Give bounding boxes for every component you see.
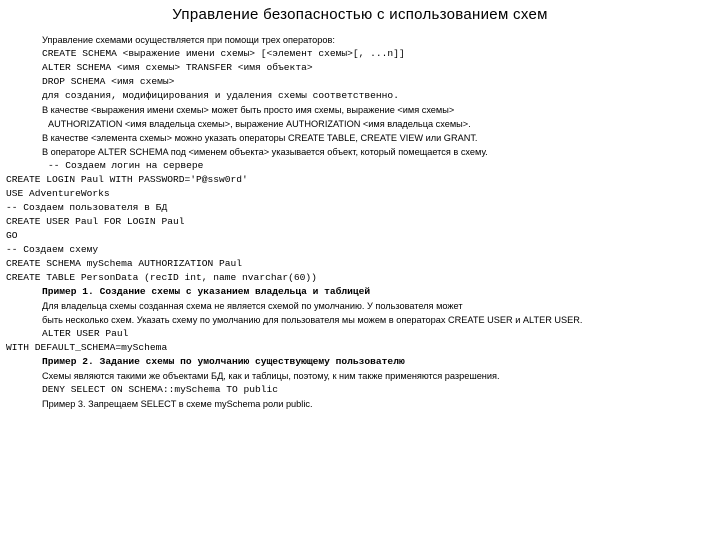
code-line: для создания, модифицирования и удаления схемы соответственно. bbox=[42, 90, 399, 101]
example-caption: Пример 2. Задание схемы по умолчанию существующему пользователю bbox=[42, 356, 405, 367]
code-line: USE AdventureWorks bbox=[6, 188, 110, 199]
code-line: ALTER SCHEMA <имя схемы> TRANSFER <имя объекта> bbox=[42, 62, 313, 73]
text-line: В качестве <выражения имени схемы> может быть просто имя схемы, выражение <имя схемы> bbox=[42, 105, 455, 115]
code-line: DROP SCHEMA <имя схемы> bbox=[42, 76, 175, 87]
text-line: В качестве <элемента схемы> можно указать операторы CREATE TABLE, CREATE VIEW или GRANT. bbox=[42, 133, 478, 143]
text-line: AUTHORIZATION <имя владельца схемы>, выражение AUTHORIZATION <имя владельца схемы>. bbox=[48, 119, 471, 129]
code-comment-line: -- Создаем пользователя в БД bbox=[6, 202, 168, 213]
text-line: Для владельца схемы созданная схема не является схемой по умолчанию. У пользователя может bbox=[42, 301, 463, 311]
code-line: CREATE LOGIN Paul WITH PASSWORD='P@ssw0rd' bbox=[6, 174, 248, 185]
code-line: CREATE TABLE PersonData (recID int, name nvarchar(60)) bbox=[6, 272, 317, 283]
text-line: Схемы являются такими же объектами БД, как и таблицы, поэтому, к ним также применяются разрешения. bbox=[42, 371, 500, 381]
text-line: Управление схемами осуществляется при помощи трех операторов: bbox=[42, 35, 335, 45]
example-caption: Пример 1. Создание схемы с указанием владельца и таблицей bbox=[42, 286, 371, 297]
text-line: Пример 3. Запрещаем SELECT в схеме mySchema роли public. bbox=[42, 399, 313, 409]
code-line: GO bbox=[6, 230, 18, 241]
slide-title: Управление безопасностью с использованием схем bbox=[172, 6, 548, 23]
code-line: WITH DEFAULT_SCHEMA=mySchema bbox=[6, 342, 168, 353]
text-line: быть несколько схем. Указать схему по умолчанию для пользователя мы можем в операторах CREATE USER и ALTER USER. bbox=[42, 315, 583, 325]
code-comment-line: -- Создаем логин на сервере bbox=[48, 160, 204, 171]
code-line: ALTER USER Paul bbox=[42, 328, 129, 339]
code-comment-line: -- Создаем схему bbox=[6, 244, 99, 255]
code-line: DENY SELECT ON SCHEMA::mySchema TO public bbox=[42, 384, 279, 395]
code-line: CREATE SCHEMA mySchema AUTHORIZATION Paul bbox=[6, 258, 243, 269]
code-line: CREATE USER Paul FOR LOGIN Paul bbox=[6, 216, 185, 227]
text-line: В операторе ALTER SCHEMA под <именем объекта> указывается объект, который помещается в схему. bbox=[42, 147, 488, 157]
code-line: CREATE SCHEMA <выражение имени схемы> [<элемент схемы>[, ...n]] bbox=[42, 48, 405, 59]
